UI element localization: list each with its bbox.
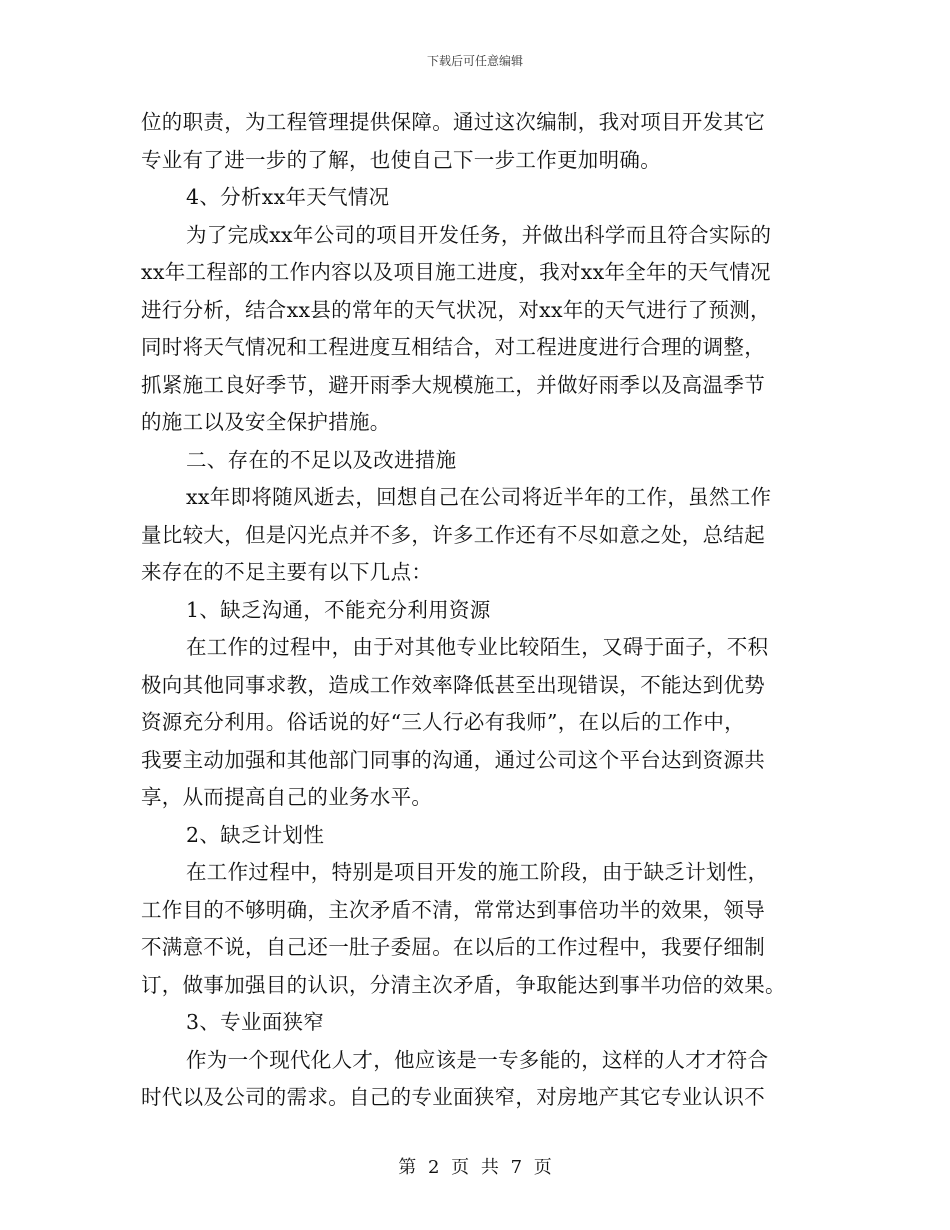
- text-line: xx年即将随风逝去，回想自己在公司将近半年的工作，虽然工作: [186, 485, 772, 509]
- text-line: 享，从而提高自己的业务水平。: [141, 785, 433, 809]
- text-line: 极向其他同事求教，造成工作效率降低甚至出现错误，不能达到优势: [141, 672, 765, 697]
- text-line: 进行分析，结合xx县的常年的天气状况，对xx年的天气进行了预测，: [141, 297, 771, 322]
- page-footer: 第 2 页 共 7 页: [398, 1157, 552, 1178]
- text-line: 的施工以及安全保护措施。: [141, 410, 391, 434]
- text-line: 专业有了进一步的了解，也使自己下一步工作更加明确。: [141, 147, 661, 172]
- text-line: 订，做事加强目的认识，分清主次矛盾，争取能达到事半功倍的效果。: [141, 972, 786, 997]
- text-line: 量比较大，但是闪光点并不多，许多工作还有不尽如意之处，总结起: [141, 522, 765, 547]
- text-line: 为了完成xx年公司的项目开发任务，并做出科学而且符合实际的: [186, 222, 772, 247]
- text-line: 我要主动加强和其他部门同事的沟通，通过公司这个平台达到资源共: [141, 747, 765, 772]
- text-line: 位的职责，为工程管理提供保障。通过这次编制，我对项目开发其它: [141, 110, 765, 134]
- text-line: 二、存在的不足以及改进措施: [186, 447, 457, 472]
- text-line: 作为一个现代化人才，他应该是一专多能的，这样的人才才符合: [186, 1047, 769, 1072]
- text-line: 不满意不说，自己还一肚子委屈。在以后的工作过程中，我要仔细制: [141, 935, 765, 959]
- text-line: 在工作的过程中，由于对其他专业比较陌生，又碍于面子，不积: [186, 635, 769, 659]
- text-line: 来存在的不足主要有以下几点：: [141, 560, 433, 584]
- text-line: 时代以及公司的需求。自己的专业面狭窄，对房地产其它专业认识不: [141, 1085, 765, 1109]
- text-line: 4、分析xx年天气情况: [186, 185, 390, 209]
- text-line: 同时将天气情况和工程进度互相结合，对工程进度进行合理的调整，: [141, 335, 765, 359]
- text-line: 3、专业面狭窄: [186, 1010, 325, 1034]
- text-line: 工作目的不够明确，主次矛盾不清，常常达到事倍功半的效果，领导: [141, 897, 765, 922]
- text-line: 在工作过程中，特别是项目开发的施工阶段，由于缺乏计划性，: [186, 860, 769, 884]
- page-header: 下载后可任意编辑: [426, 54, 523, 68]
- text-line: 1、缺乏沟通，不能充分利用资源: [186, 597, 491, 622]
- document-body: [141, 104, 817, 1117]
- text-line: 抓紧施工良好季节，避开雨季大规模施工，并做好雨季以及高温季节: [141, 372, 765, 397]
- text-line: xx年工程部的工作内容以及项目施工进度，我对xx年全年的天气情况: [141, 260, 771, 284]
- text-line: 2、缺乏计划性: [186, 822, 325, 847]
- text-line: 资源充分利用。俗话说的好“三人行必有我师”，在以后的工作中，: [141, 710, 745, 734]
